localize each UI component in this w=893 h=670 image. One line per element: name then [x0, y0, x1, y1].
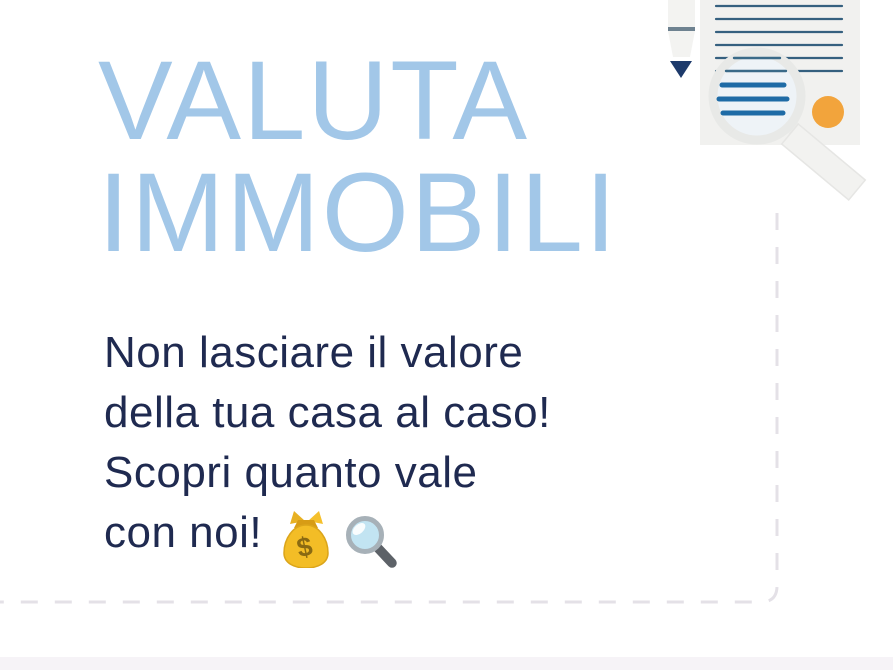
subtitle-line-1: Non lasciare il valore [104, 328, 524, 377]
page-title [98, 38, 619, 275]
title-line-2: IMMOBILI [98, 150, 619, 275]
svg-text:$: $ [294, 530, 316, 564]
magnifying-glass-emoji-icon [340, 510, 398, 568]
document-sheet [700, 0, 860, 145]
footer-strip [0, 657, 893, 670]
subtitle-line-2: della tua casa al caso! [104, 388, 551, 437]
subtitle-line-3: Scopri quanto vale [104, 448, 478, 497]
seal-stamp [812, 96, 844, 128]
pen-icon [668, 0, 695, 78]
subtitle-line-4 [104, 503, 551, 563]
subtitle [104, 323, 551, 563]
document-text-lines [716, 6, 842, 84]
title-line-1: VALUTA [98, 38, 530, 163]
subtitle-line-4-text: con noi! [104, 508, 263, 557]
magnifier-icon [713, 52, 865, 200]
money-bag-icon [278, 510, 334, 568]
